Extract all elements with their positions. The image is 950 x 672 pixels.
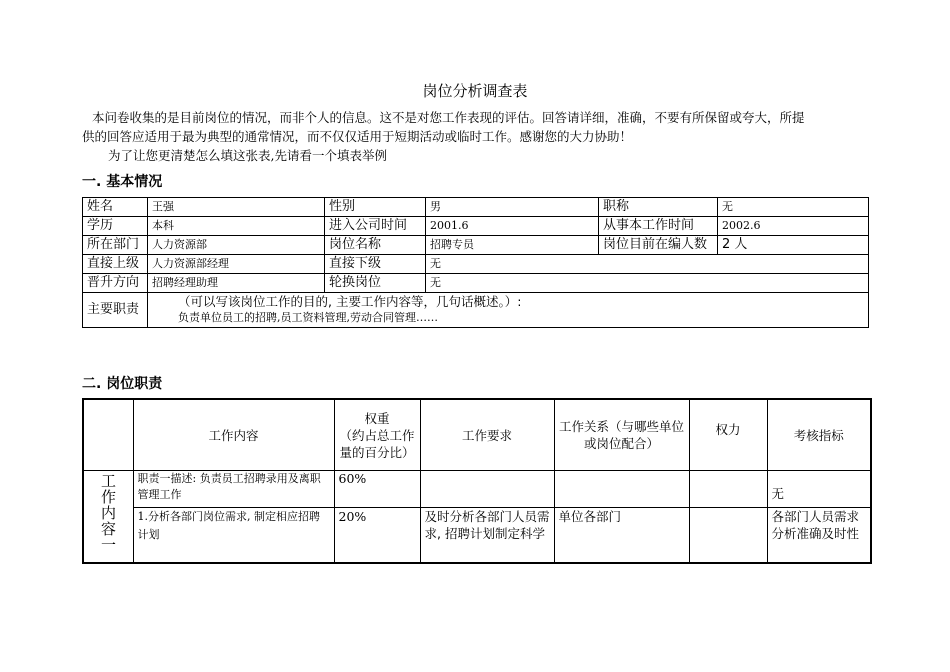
duties-table	[82, 398, 872, 564]
staff-value: 2 人	[718, 236, 869, 255]
table-row	[83, 293, 869, 328]
header-blank	[83, 399, 133, 471]
post-label: 岗位名称	[325, 236, 426, 255]
join-value: 2001.6	[426, 217, 599, 236]
gender-label: 性别	[325, 198, 426, 217]
edu-label: 学历	[83, 217, 148, 236]
promo-label: 晋升方向	[83, 274, 148, 293]
example-note: 为了让您更清楚怎么填这张表,先请看一个填表举例	[108, 148, 387, 163]
table-row	[83, 255, 869, 274]
row2-kpi: 各部门人员需求分析准确及时性	[767, 508, 871, 564]
work-label: 从事本工作时间	[599, 217, 718, 236]
header-power: 权力	[689, 399, 767, 471]
row1-relation	[554, 471, 689, 508]
intro-line-1: 本问卷收集的是目前岗位的情况，而非个人的信息。这不是对您工作表现的评估。回答请详细，准确，不要有所保留或夸大，所提	[92, 110, 805, 125]
name-value: 王强	[148, 198, 325, 217]
table-row	[83, 508, 871, 564]
page-title: 岗位分析调查表	[422, 82, 528, 100]
work-value: 2002.6	[718, 217, 869, 236]
row2-power	[689, 508, 767, 564]
dept-label: 所在部门	[83, 236, 148, 255]
table-row	[83, 198, 869, 217]
boss-label: 直接上级	[83, 255, 148, 274]
boss-value: 人力资源部经理	[148, 255, 325, 274]
title-value: 无	[718, 198, 869, 217]
row1-requirement	[420, 471, 554, 508]
table-row	[83, 236, 869, 255]
header-content: 工作内容	[133, 399, 334, 471]
intro-paragraph	[82, 108, 882, 146]
basic-info-table	[82, 197, 869, 328]
header-requirement: 工作要求	[420, 399, 554, 471]
row2-requirement: 及时分析各部门人员需求, 招聘计划制定科学	[420, 508, 554, 564]
name-label: 姓名	[83, 198, 148, 217]
duty-text: 负责单位员工的招聘,员工资料管理,劳动合同管理……	[178, 311, 438, 324]
duty-label: 主要职责	[83, 293, 148, 328]
row1-kpi: 无	[767, 471, 871, 508]
row2-relation: 单位各部门	[554, 508, 689, 564]
row1-content: 职责一描述: 负责员工招聘录用及离职管理工作	[133, 471, 334, 508]
promo-value: 招聘经理助理	[148, 274, 325, 293]
row2-weight: 20%	[334, 508, 420, 564]
intro-line-2: 供的回答应适用于最为典型的通常情况，而不仅仅适用于短期活动或临时工作。感谢您的大力协助！	[82, 129, 633, 144]
header-relation: 工作关系（与哪些单位或岗位配合）	[554, 399, 689, 471]
row1-power	[689, 471, 767, 508]
gender-value: 男	[426, 198, 599, 217]
post-value: 招聘专员	[426, 236, 599, 255]
row1-weight: 60%	[334, 471, 420, 508]
duty-hint: （可以写该岗位工作的目的, 主要工作内容等，几句话概述。）:	[178, 294, 522, 309]
title-label: 职称	[599, 198, 718, 217]
table-row	[83, 217, 869, 236]
rotation-value: 无	[426, 274, 869, 293]
table-header-row	[83, 399, 871, 471]
group-label: 工作内容一	[83, 471, 133, 564]
staff-label: 岗位目前在编人数	[599, 236, 718, 255]
table-row	[83, 274, 869, 293]
join-label: 进入公司时间	[325, 217, 426, 236]
row2-content: 1.分析各部门岗位需求, 制定相应招聘计划	[133, 508, 334, 564]
dept-value: 人力资源部	[148, 236, 325, 255]
section-1-heading: 一. 基本情况	[82, 174, 163, 190]
header-kpi: 考核指标	[767, 399, 871, 471]
edu-value: 本科	[148, 217, 325, 236]
rotation-label: 轮换岗位	[325, 274, 426, 293]
sub-value: 无	[426, 255, 869, 274]
duty-cell	[148, 293, 869, 328]
header-weight: 权重 （约占总工作量的百分比）	[334, 399, 420, 471]
section-2-heading: 二. 岗位职责	[82, 376, 163, 392]
sub-label: 直接下级	[325, 255, 426, 274]
table-row	[83, 471, 871, 508]
